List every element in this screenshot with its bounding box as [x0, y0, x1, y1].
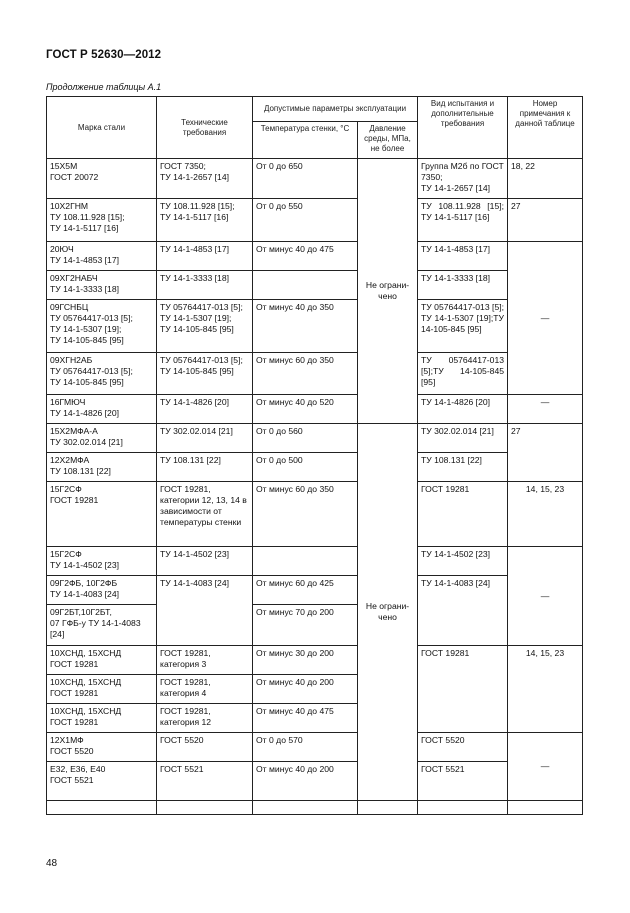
- table-row: [47, 242, 583, 271]
- cell-note-dash: —: [508, 733, 583, 801]
- cell-temp: От минус 30 до 200: [253, 646, 358, 675]
- table-row: [47, 300, 583, 353]
- cell-temp: От 0 до 500: [253, 453, 358, 482]
- document-title: ГОСТ Р 52630—2012: [46, 49, 162, 61]
- cell-tech: ГОСТ 19281, категория 12: [157, 704, 253, 733]
- cell-tech: ТУ 108.11.928 [15]; ТУ 14-1-5117 [16]: [157, 199, 253, 242]
- steel-grades-table: [46, 96, 583, 815]
- cell-grade: Е32, Е36, Е40 ГОСТ 5521: [47, 762, 157, 801]
- cell-tech: ТУ 14-1-4502 [23]: [157, 547, 253, 576]
- cell-grade: 12Х2МФА ТУ 108.131 [22]: [47, 453, 157, 482]
- table-row: [47, 482, 583, 547]
- cell-tech: ТУ 14-1-4853 [17]: [157, 242, 253, 271]
- cell-temp: От минус 40 до 475: [253, 242, 358, 271]
- table-tail-row: [47, 801, 583, 815]
- table-header-row: [47, 97, 583, 122]
- cell-test: ТУ 14-1-4826 [20]: [418, 395, 508, 424]
- cell-note-dash: —: [508, 547, 583, 646]
- cell-grade: 10ХСНД, 15ХСНД ГОСТ 19281: [47, 675, 157, 704]
- cell-temp: От 0 до 650: [253, 159, 358, 199]
- cell-temp: От минус 40 до 200: [253, 675, 358, 704]
- table-row: [47, 271, 583, 300]
- cell-note: 14, 15, 23: [508, 482, 583, 547]
- cell-grade: 10Х2ГНМ ТУ 108.11.928 [15]; ТУ 14-1-5117 [16]: [47, 199, 157, 242]
- header-pressure: Давление среды, МПа, не более: [358, 122, 418, 159]
- cell-grade: 15Г2СФ ТУ 14-1-4502 [23]: [47, 547, 157, 576]
- cell-note: 27: [508, 199, 583, 242]
- cell-test: ГОСТ 19281: [418, 482, 508, 547]
- cell-temp: От минус 40 до 200: [253, 762, 358, 801]
- cell-grade: 09ГСНБЦ ТУ 05764417-013 [5]; ТУ 14-1-5307 [19]; ТУ 14-105-845 [95]: [47, 300, 157, 353]
- header-temp: Температура стенки, °С: [253, 122, 358, 159]
- cell-temp: От минус 70 до 200: [253, 605, 358, 646]
- table-row: [47, 199, 583, 242]
- cell-tech: ТУ 14-1-3333 [18]: [157, 271, 253, 300]
- table-row: [47, 733, 583, 762]
- cell-tech: ТУ 302.02.014 [21]: [157, 424, 253, 453]
- cell-temp: От минус 40 до 350: [253, 300, 358, 353]
- cell-tech: ГОСТ 5520: [157, 733, 253, 762]
- cell-temp: [253, 547, 358, 576]
- cell-tech: ГОСТ 19281, категория 3: [157, 646, 253, 675]
- cell-tech: ТУ 108.131 [22]: [157, 453, 253, 482]
- cell-tech: ГОСТ 5521: [157, 762, 253, 801]
- cell-note-dash: —: [508, 242, 583, 395]
- cell-grade: 15Г2СФ ГОСТ 19281: [47, 482, 157, 547]
- cell-temp: От 0 до 560: [253, 424, 358, 453]
- cell-tech: ГОСТ 7350; ТУ 14-1-2657 [14]: [157, 159, 253, 199]
- cell-test: ТУ 14-1-4853 [17]: [418, 242, 508, 271]
- header-grade: Марка стали: [47, 97, 157, 159]
- cell-grade: 16ГМЮЧ ТУ 14-1-4826 [20]: [47, 395, 157, 424]
- cell-tech: ГОСТ 19281, категория 4: [157, 675, 253, 704]
- cell-test: ГОСТ 5521: [418, 762, 508, 801]
- cell-pressure-merged: Не ограни- чено: [358, 159, 418, 424]
- cell-temp: От минус 60 до 350: [253, 353, 358, 395]
- cell-test: ГОСТ 5520: [418, 733, 508, 762]
- cell-temp: От минус 60 до 425: [253, 576, 358, 605]
- table-row: [47, 547, 583, 576]
- cell-grade: 15Х5М ГОСТ 20072: [47, 159, 157, 199]
- cell-test: ТУ 05764417-013 [5]; ТУ 14-1-5307 [19];ТУ 14-105-845 [95]: [418, 300, 508, 353]
- table-row: [47, 646, 583, 675]
- cell-tech: ТУ 05764417-013 [5]; ТУ 14-1-5307 [19]; ТУ 14-105-845 [95]: [157, 300, 253, 353]
- page-number: 48: [46, 858, 58, 869]
- cell-test: ТУ 302.02.014 [21]: [418, 424, 508, 453]
- cell-tech: ГОСТ 19281, категории 12, 13, 14 в зависимости от температуры стенки: [157, 482, 253, 547]
- table-caption: Продолжение таблицы А.1: [46, 82, 162, 92]
- cell-pressure-merged: Не ограни- чено: [358, 424, 418, 801]
- cell-note: 27: [508, 424, 583, 482]
- cell-grade: 09ХГ2НАБЧ ТУ 14-1-3333 [18]: [47, 271, 157, 300]
- header-test: Вид испытания и дополнительные требования: [418, 97, 508, 159]
- cell-test: ТУ 05764417-013 [5];ТУ 14-105-845 [95]: [418, 353, 508, 395]
- cell-grade: 09ХГН2АБ ТУ 05764417-013 [5]; ТУ 14-105-845 [95]: [47, 353, 157, 395]
- cell-note-dash: —: [508, 395, 583, 424]
- table-row: [47, 576, 583, 605]
- cell-temp: От 0 до 570: [253, 733, 358, 762]
- cell-test: ТУ 108.131 [22]: [418, 453, 508, 482]
- table-row: [47, 762, 583, 801]
- table-row: [47, 353, 583, 395]
- cell-grade: 15Х2МФА-А ТУ 302.02.014 [21]: [47, 424, 157, 453]
- cell-note: 14, 15, 23: [508, 646, 583, 733]
- table-row: [47, 159, 583, 199]
- cell-tech: ТУ 05764417-013 [5]; ТУ 14-105-845 [95]: [157, 353, 253, 395]
- cell-test: ТУ 14-1-3333 [18]: [418, 271, 508, 300]
- cell-test: ГОСТ 19281: [418, 646, 508, 733]
- cell-temp: От минус 60 до 350: [253, 482, 358, 547]
- cell-temp: От 0 до 550: [253, 199, 358, 242]
- table-row: [47, 453, 583, 482]
- header-note: Номер примечания к данной таблице: [508, 97, 583, 159]
- cell-test: ТУ 14-1-4502 [23]: [418, 547, 508, 576]
- cell-grade: 10ХСНД, 15ХСНД ГОСТ 19281: [47, 646, 157, 675]
- cell-temp: [253, 271, 358, 300]
- cell-grade: 09Г2ФБ, 10Г2ФБ ТУ 14-1-4083 [24]: [47, 576, 157, 605]
- cell-grade: 09Г2БТ,10Г2БТ, 07 ГФБ-у ТУ 14-1-4083 [24]: [47, 605, 157, 646]
- header-tech-req: Технические требования: [157, 97, 253, 159]
- cell-tech: ТУ 14-1-4083 [24]: [157, 576, 253, 646]
- cell-grade: 12Х1МФ ГОСТ 5520: [47, 733, 157, 762]
- cell-grade: 10ХСНД, 15ХСНД ГОСТ 19281: [47, 704, 157, 733]
- table-row: [47, 395, 583, 424]
- cell-note: 18, 22: [508, 159, 583, 199]
- cell-grade: 20ЮЧ ТУ 14-1-4853 [17]: [47, 242, 157, 271]
- table-row: [47, 424, 583, 453]
- cell-test: Группа М2б по ГОСТ 7350; ТУ 14-1-2657 [14]: [418, 159, 508, 199]
- header-params: Допустимые параметры эксплуатации: [253, 97, 418, 122]
- cell-temp: От минус 40 до 475: [253, 704, 358, 733]
- cell-test: ТУ 108.11.928 [15]; ТУ 14-1-5117 [16]: [418, 199, 508, 242]
- cell-test: ТУ 14-1-4083 [24]: [418, 576, 508, 646]
- cell-tech: ТУ 14-1-4826 [20]: [157, 395, 253, 424]
- cell-temp: От минус 40 до 520: [253, 395, 358, 424]
